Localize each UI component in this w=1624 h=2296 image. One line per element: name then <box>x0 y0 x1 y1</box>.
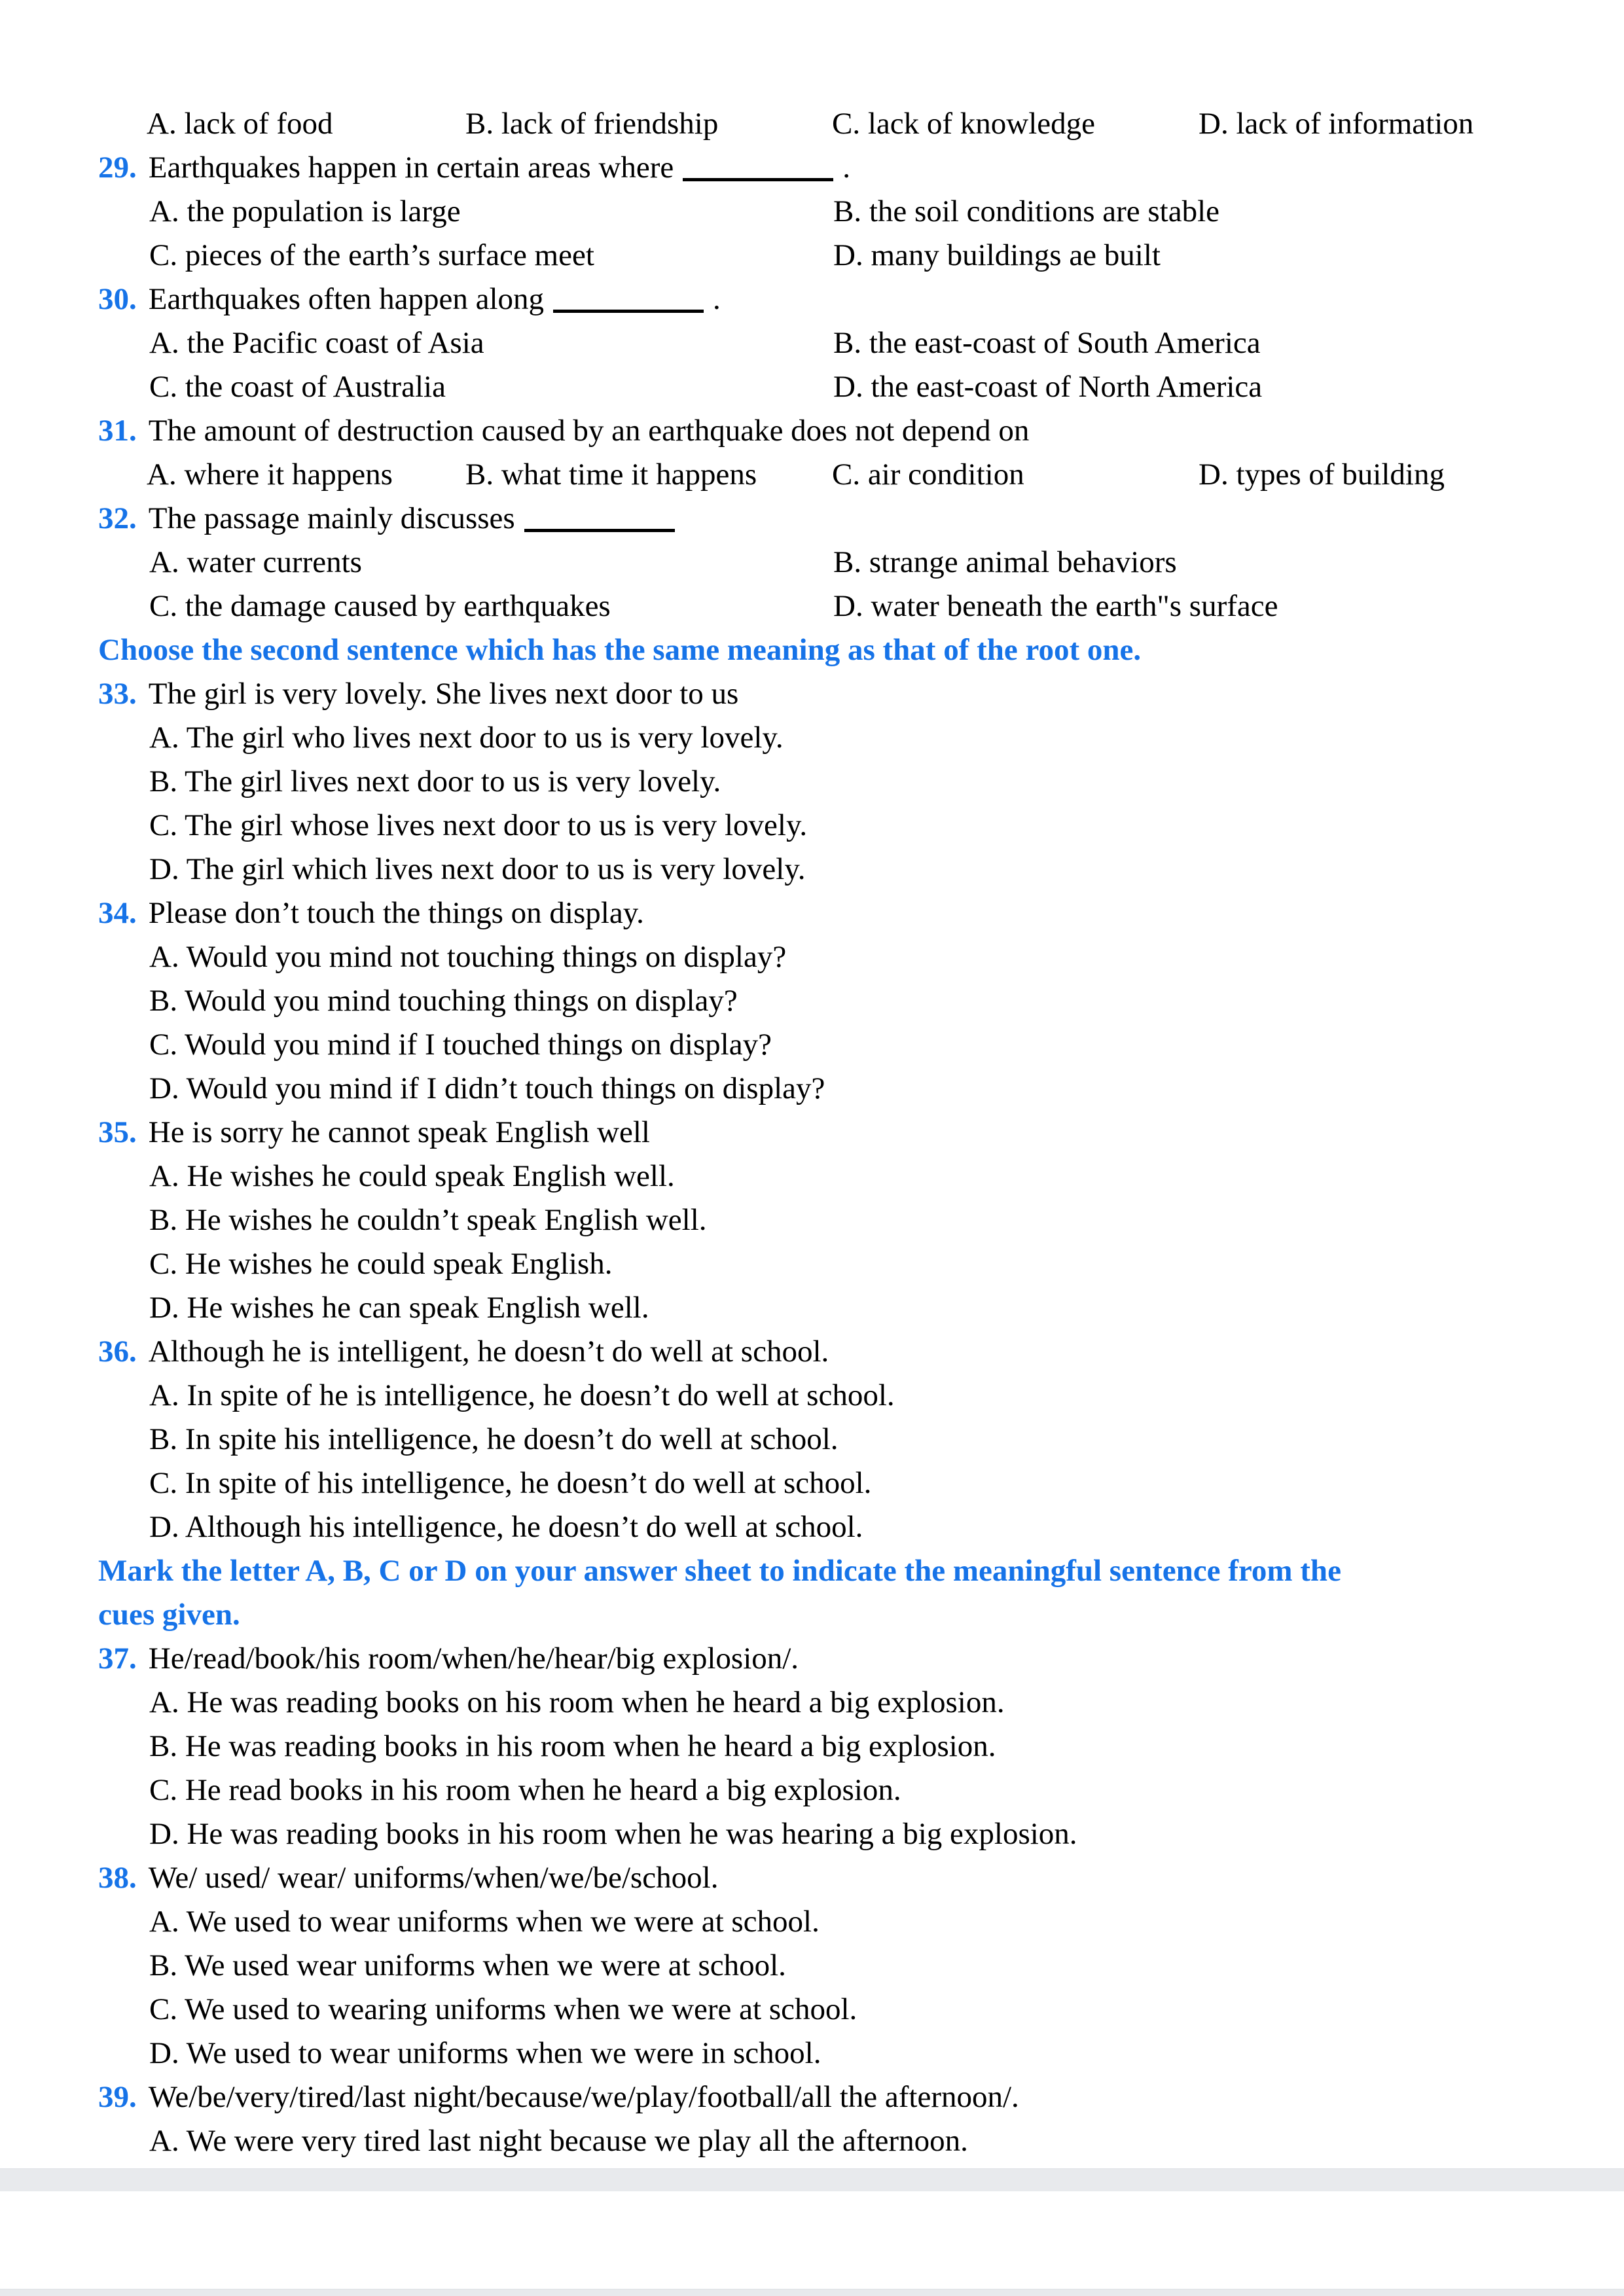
question-33-stem <box>0 672 1624 716</box>
question-29-option-b: B. the soil conditions are stable <box>833 194 1220 228</box>
question-36-text: Although he is intelligent, he doesn’t do well at school. <box>148 1335 829 1369</box>
question-34-option-b: B. Would you mind touching things on display? <box>149 984 738 1018</box>
question-32-stem <box>0 497 1624 541</box>
question-35-number: 35. <box>98 1115 137 1149</box>
question-36-option-c: C. In spite of his intelligence, he doesn’t do well at school. <box>149 1466 872 1500</box>
fill-in-blank <box>553 310 704 313</box>
question-32-option-d: D. water beneath the earth"s surface <box>833 589 1278 623</box>
question-37-option-b: B. He was reading books in his room when he heard a big explosion. <box>149 1729 996 1763</box>
question-30-text: Earthquakes often happen along <box>148 282 545 316</box>
question-39-stem <box>0 2075 1624 2119</box>
question-38-number: 38. <box>98 1861 137 1895</box>
question-31-number: 31. <box>98 414 137 448</box>
question-29-stem <box>0 146 1624 190</box>
question-32-option-b: B. strange animal behaviors <box>833 545 1177 579</box>
question-30-option-b: B. the east-coast of South America <box>833 326 1261 360</box>
question-37-text: He/read/book/his room/when/he/hear/big explosion/. <box>148 1641 799 1676</box>
question-38-option-c: C. We used to wearing uniforms when we were at school. <box>149 1992 857 2026</box>
question-30-stem <box>0 278 1624 321</box>
question-33-text: The girl is very lovely. She lives next door to us <box>148 677 739 711</box>
question-32-option-c: C. the damage caused by earthquakes <box>149 589 611 623</box>
question-37-option-d: D. He was reading books in his room when he was hearing a big explosion. <box>149 1817 1077 1851</box>
question-38-option-b: B. We used wear uniforms when we were at school. <box>149 1948 786 1982</box>
question-29-option-d: D. many buildings ae built <box>833 238 1161 272</box>
question-38-option-d: D. We used to wear uniforms when we were in school. <box>149 2036 821 2070</box>
question-34-stem <box>0 891 1624 935</box>
question-30-option-d: D. the east-coast of North America <box>833 370 1263 404</box>
question-29-option-c: C. pieces of the earth’s surface meet <box>149 238 594 272</box>
question-31-option-b: B. what time it happens <box>465 457 757 492</box>
question-29-text: Earthquakes happen in certain areas where <box>148 151 674 185</box>
question-32-options-row-1 <box>0 541 1624 584</box>
question-36-option-b: B. In spite his intelligence, he doesn’t do well at school. <box>149 1422 839 1456</box>
question-35-option-a: A. He wishes he could speak English well. <box>149 1159 675 1193</box>
question-28-option-b: B. lack of friendship <box>465 107 719 141</box>
question-28-option-d: D. lack of information <box>1199 107 1474 141</box>
question-35-option-c: C. He wishes he could speak English. <box>149 1247 613 1281</box>
question-28-options-row <box>0 102 1624 146</box>
question-30-option-a: A. the Pacific coast of Asia <box>149 326 484 360</box>
question-32-text: The passage mainly discusses <box>148 501 515 535</box>
question-36-option-d: D. Although his intelligence, he doesn’t do well at school. <box>149 1510 863 1544</box>
question-34-option-d: D. Would you mind if I didn’t touch things on display? <box>149 1071 825 1105</box>
question-36-stem <box>0 1330 1624 1374</box>
question-33-option-c: C. The girl whose lives next door to us is very lovely. <box>149 808 808 842</box>
section-heading-cues-line-1: Mark the letter A, B, C or D on your answer sheet to indicate the meaningful sentence from the <box>98 1554 1341 1588</box>
question-37-stem <box>0 1637 1624 1681</box>
fill-in-blank <box>524 529 675 532</box>
question-31-options-row <box>0 453 1624 497</box>
question-31-option-d: D. types of building <box>1199 457 1445 492</box>
question-30-number: 30. <box>98 282 137 316</box>
question-37-option-c: C. He read books in his room when he heard a big explosion. <box>149 1773 901 1807</box>
question-35-text: He is sorry he cannot speak English well <box>148 1115 650 1149</box>
question-33-number: 33. <box>98 677 137 711</box>
question-39-option-a: A. We were very tired last night because we play all the afternoon. <box>149 2124 968 2158</box>
question-31-option-a: A. where it happens <box>147 457 393 492</box>
question-38-option-a: A. We used to wear uniforms when we were at school. <box>149 1905 820 1939</box>
question-29-number: 29. <box>98 151 137 185</box>
question-31-stem <box>0 409 1624 453</box>
question-30-after: . <box>713 282 721 316</box>
section-heading-cues-line-2: cues given. <box>98 1598 240 1632</box>
question-32-number: 32. <box>98 501 137 535</box>
page-separator <box>0 2168 1624 2191</box>
question-29-options-row-1 <box>0 190 1624 234</box>
question-33-option-a: A. The girl who lives next door to us is very lovely. <box>149 721 784 755</box>
question-37-option-a: A. He was reading books on his room when he heard a big explosion. <box>149 1685 1005 1719</box>
question-37-number: 37. <box>98 1641 137 1676</box>
question-28-option-a: A. lack of food <box>147 107 333 141</box>
question-35-option-d: D. He wishes he can speak English well. <box>149 1291 649 1325</box>
fill-in-blank <box>683 178 833 181</box>
question-33-option-b: B. The girl lives next door to us is very lovely. <box>149 764 721 798</box>
question-29-options-row-2 <box>0 234 1624 278</box>
question-32-option-a: A. water currents <box>149 545 362 579</box>
question-39-number: 39. <box>98 2080 137 2114</box>
question-34-option-a: A. Would you mind not touching things on display? <box>149 940 787 974</box>
question-29-after: . <box>842 151 851 185</box>
question-31-option-c: C. air condition <box>832 457 1024 492</box>
question-34-text: Please don’t touch the things on display. <box>148 896 644 930</box>
question-35-option-b: B. He wishes he couldn’t speak English well. <box>149 1203 707 1237</box>
question-28-option-c: C. lack of knowledge <box>832 107 1096 141</box>
question-35-stem <box>0 1111 1624 1155</box>
question-30-options-row-2 <box>0 365 1624 409</box>
question-39-text: We/be/very/tired/last night/because/we/play/football/all the afternoon/. <box>148 2080 1019 2114</box>
question-32-options-row-2 <box>0 584 1624 628</box>
question-36-number: 36. <box>98 1335 137 1369</box>
exam-content <box>0 102 1624 2163</box>
question-30-options-row-1 <box>0 321 1624 365</box>
question-34-option-c: C. Would you mind if I touched things on display? <box>149 1028 772 1062</box>
section-heading-same-meaning: Choose the second sentence which has the same meaning as that of the root one. <box>98 633 1142 667</box>
question-31-text: The amount of destruction caused by an earthquake does not depend on <box>148 414 1030 448</box>
question-38-stem <box>0 1856 1624 1900</box>
page-separator <box>0 2289 1624 2296</box>
question-30-option-c: C. the coast of Australia <box>149 370 446 404</box>
question-29-option-a: A. the population is large <box>149 194 461 228</box>
question-38-text: We/ used/ wear/ uniforms/when/we/be/school. <box>148 1861 719 1895</box>
question-33-option-d: D. The girl which lives next door to us is very lovely. <box>149 852 806 886</box>
question-34-number: 34. <box>98 896 137 930</box>
question-36-option-a: A. In spite of he is intelligence, he doesn’t do well at school. <box>149 1378 895 1412</box>
